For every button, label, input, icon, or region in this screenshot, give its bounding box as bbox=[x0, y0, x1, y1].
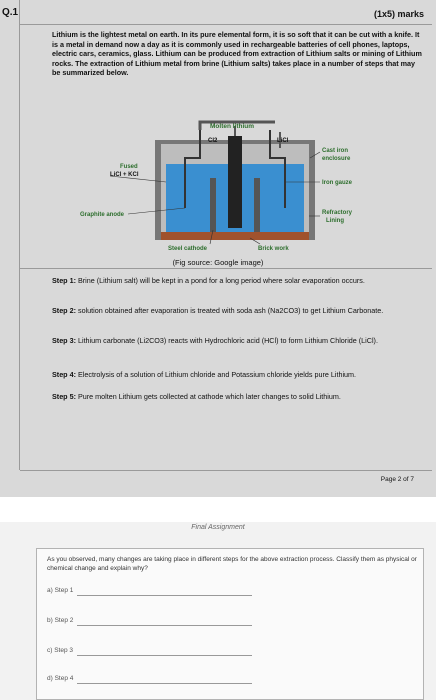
label-cl2: Cl2 bbox=[208, 138, 218, 144]
marks-label: (1x5) marks bbox=[373, 9, 424, 19]
page-footer: Page 2 of 7 bbox=[380, 476, 414, 483]
label-cast-iron: Cast iron bbox=[322, 148, 349, 154]
label-graphite-anode: Graphite anode bbox=[80, 212, 125, 218]
answer-line-b[interactable] bbox=[77, 625, 252, 626]
step-5 bbox=[52, 392, 418, 402]
step-4 bbox=[52, 370, 418, 380]
answer-label-d: d) Step 4 bbox=[47, 675, 74, 682]
label-fused: Fused bbox=[120, 164, 138, 170]
answer-label-b: b) Step 2 bbox=[47, 617, 74, 624]
question-intro: Lithium is the lightest metal on earth. In its pure elemental form, it is so soft that it can be cut with a knife. It is a metal in demand now a day as it is commonly used in rechargeable batteries of cell phones, laptops, electric cars, ceramics, glass. Lithium can be produced from extraction of Lithium salts or mining of Lithium rocks. The extraction of Lithium metal from brine (Lithium salts) takes place in a number of steps that may be summarized below. bbox=[52, 30, 422, 78]
label-enclosure: enclosure bbox=[322, 156, 351, 162]
label-licl-kcl: LiCl + KCl bbox=[110, 172, 139, 178]
header-divider bbox=[20, 24, 432, 25]
step-5-label: Step 5: bbox=[52, 392, 76, 401]
step-4-text: Electrolysis of a solution of Lithium chloride and Potassium chloride yields pure Lithium. bbox=[77, 370, 357, 379]
step-1 bbox=[52, 276, 418, 286]
answer-line-a[interactable] bbox=[77, 595, 252, 596]
question-number-cell bbox=[0, 0, 20, 470]
final-assignment-box bbox=[36, 548, 424, 700]
graphite-anode bbox=[228, 136, 242, 228]
final-assignment-title: Final Assignment bbox=[191, 524, 245, 531]
label-iron-gauze: Iron gauze bbox=[322, 180, 353, 186]
step-1-text: Brine (Lithium salt) will be kept in a pond for a long period where solar evaporation occurs. bbox=[77, 276, 365, 285]
step-5-text: Pure molten Lithium gets collected at cathode which later changes to solid Lithium. bbox=[77, 392, 341, 401]
step-3-label: Step 3: bbox=[52, 336, 76, 345]
step-3 bbox=[52, 336, 418, 346]
label-molten-lithium: Molten lithium bbox=[210, 123, 255, 130]
answer-label-c: c) Step 3 bbox=[47, 647, 74, 654]
electrolysis-diagram-svg bbox=[50, 118, 420, 258]
step-3-text: Lithium carbonate (Li2CO3) reacts with Hydrochloric acid (HCl) to form Lithium Chloride (LiCl). bbox=[77, 336, 378, 345]
answer-line-d[interactable] bbox=[77, 683, 252, 684]
step-1-label: Step 1: bbox=[52, 276, 76, 285]
answer-line-c[interactable] bbox=[77, 655, 252, 656]
page-gap bbox=[0, 497, 436, 522]
step-2-label: Step 2: bbox=[52, 306, 76, 315]
label-brick-work: Brick work bbox=[258, 246, 289, 252]
brick-work bbox=[161, 232, 309, 240]
label-refractory: Refractory bbox=[322, 210, 353, 216]
final-prompt: As you observed, many changes are taking place in different steps for the above extraction process. Classify them as physical or chemical change and explain why? bbox=[47, 556, 417, 572]
question-number: Q.1 bbox=[2, 7, 19, 18]
step-4-label: Step 4: bbox=[52, 370, 76, 379]
label-lining: Lining bbox=[326, 218, 344, 224]
figure-caption: (Fig source: Google image) bbox=[172, 258, 264, 267]
answer-label-a: a) Step 1 bbox=[47, 587, 74, 594]
bottom-divider bbox=[20, 470, 432, 471]
step-2-text: solution obtained after evaporation is treated with soda ash (Na2CO3) to get Lithium Carbonate. bbox=[77, 306, 384, 315]
label-licl-top: LiCl bbox=[277, 138, 289, 144]
electrolysis-diagram bbox=[50, 118, 420, 258]
steel-cathode-left bbox=[210, 178, 216, 232]
steel-cathode-right bbox=[254, 178, 260, 232]
step-2 bbox=[52, 306, 418, 316]
label-steel-cathode: Steel cathode bbox=[168, 246, 208, 252]
final-assignment-sheet bbox=[0, 522, 436, 700]
figure-divider bbox=[20, 268, 432, 269]
